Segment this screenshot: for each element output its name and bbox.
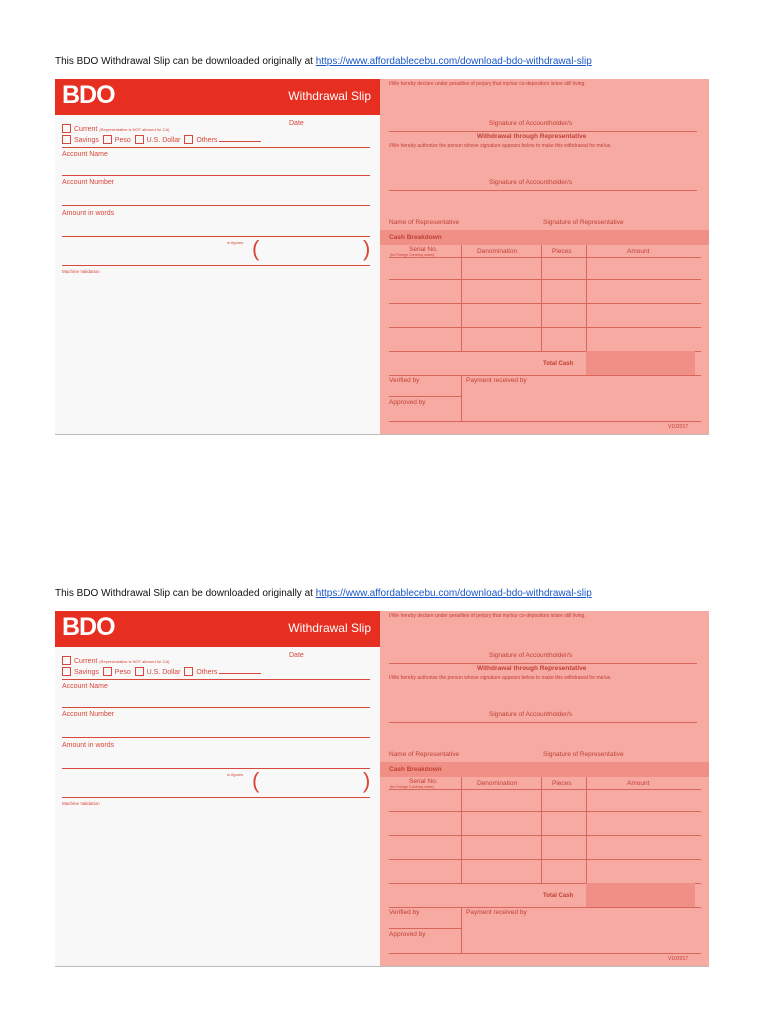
representative-heading: Withdrawal through Representative (477, 133, 587, 140)
savings-label: Savings (74, 669, 99, 676)
savings-checkbox[interactable] (62, 135, 71, 144)
authorize-text: I/We hereby authorize the person whose signature appears below to make this withdrawal for me/us. (389, 143, 612, 149)
col-amount-label: Amount (627, 780, 650, 787)
account-name-label: Account Name (62, 151, 108, 158)
table-header-line (389, 257, 701, 258)
amount-figures-field[interactable] (62, 265, 370, 266)
approved-by-field[interactable] (389, 421, 701, 422)
download-link[interactable]: https://www.affordablecebu.com/download-bdo-withdrawal-slip (315, 588, 592, 599)
in-figures-label: in figures (227, 240, 244, 245)
usd-checkbox[interactable] (135, 667, 144, 676)
table-row-line (389, 279, 701, 280)
table-col-line (586, 777, 587, 883)
figures-close-paren: ) (363, 236, 371, 261)
signature-line-2[interactable] (389, 722, 697, 723)
account-name-field[interactable] (62, 707, 370, 708)
payment-received-by-label: Payment received by (466, 909, 527, 916)
col-serial-label: Serial No. (409, 778, 438, 785)
amount-figures-field[interactable] (62, 797, 370, 798)
total-cash-label: Total Cash (543, 893, 574, 899)
amount-words-label: Amount in words (62, 742, 115, 749)
approved-by-label: Approved by (389, 931, 426, 938)
current-option[interactable] (62, 656, 169, 665)
intro-text: This BDO Withdrawal Slip can be downloaded originally at (55, 56, 313, 67)
others-label: Others (196, 137, 218, 144)
withdrawal-slip-2 (55, 611, 709, 967)
col-denomination-label: Denomination (477, 780, 518, 787)
others-checkbox[interactable] (184, 135, 193, 144)
representative-heading: Withdrawal through Representative (477, 665, 587, 672)
usd-label: U.S. Dollar (146, 137, 181, 144)
version-code: V102017 (668, 956, 689, 962)
peso-checkbox[interactable] (103, 667, 112, 676)
col-pieces-label: Pieces (552, 780, 572, 787)
savings-label: Savings (74, 137, 99, 144)
name-representative-label: Name of Representative (389, 751, 460, 758)
savings-checkbox[interactable] (62, 667, 71, 676)
intro-line (55, 588, 592, 599)
date-label: Date (289, 120, 304, 127)
verified-by-label: Verified by (389, 377, 420, 384)
total-cash-label: Total Cash (543, 361, 574, 367)
total-cash-field[interactable] (586, 351, 695, 375)
current-label: Current (74, 126, 98, 133)
approved-by-field[interactable] (389, 953, 701, 954)
machine-validation-label: Machine Validation (62, 801, 100, 806)
table-header-line (389, 789, 701, 790)
current-note: (Representative is NOT allowed for CA) (99, 659, 170, 664)
divider (389, 375, 701, 376)
declaration-text: I/We hereby declare under penalties of perjury that my/our co-depositors is/are still living. (389, 613, 586, 619)
slip-left-panel (55, 611, 380, 966)
signature-accountholder-2-label: Signature of Accountholder/s (489, 179, 573, 186)
divider (62, 147, 370, 148)
slip-right-panel (380, 79, 709, 434)
signature-line[interactable] (389, 663, 697, 664)
approved-by-label: Approved by (389, 399, 426, 406)
date-label: Date (289, 652, 304, 659)
current-note: (Representative is NOT allowed for CA) (99, 127, 170, 132)
name-representative-label: Name of Representative (389, 219, 460, 226)
divider (461, 907, 462, 953)
signature-line-2[interactable] (389, 190, 697, 191)
table-row-line (389, 811, 701, 812)
intro-line (55, 56, 592, 67)
others-field[interactable] (219, 135, 261, 142)
usd-label: U.S. Dollar (146, 669, 181, 676)
download-link[interactable]: https://www.affordablecebu.com/download-bdo-withdrawal-slip (315, 56, 592, 67)
account-number-field[interactable] (62, 205, 370, 206)
currency-options (62, 135, 261, 144)
table-row-line (389, 303, 701, 304)
verified-by-field[interactable] (389, 396, 461, 397)
peso-label: Peso (114, 137, 131, 144)
account-name-label: Account Name (62, 683, 108, 690)
signature-representative-label: Signature of Representative (543, 219, 624, 226)
verified-by-label: Verified by (389, 909, 420, 916)
in-figures-label: in figures (227, 772, 244, 777)
table-row-line (389, 835, 701, 836)
usd-checkbox[interactable] (135, 135, 144, 144)
others-field[interactable] (219, 667, 261, 674)
figures-close-paren: ) (363, 768, 371, 793)
others-label: Others (196, 669, 218, 676)
others-checkbox[interactable] (184, 667, 193, 676)
signature-accountholder-label: Signature of Accountholder/s (489, 652, 573, 659)
bdo-logo: BDO (62, 613, 115, 641)
current-label: Current (74, 658, 98, 665)
divider (461, 375, 462, 421)
col-serial-note: (for Foreign Currency notes) (390, 253, 434, 257)
signature-accountholder-2-label: Signature of Accountholder/s (489, 711, 573, 718)
cash-breakdown-heading: Cash Breakdown (389, 766, 442, 773)
col-denomination-label: Denomination (477, 248, 518, 255)
figures-open-paren: ( (252, 236, 260, 261)
intro-text: This BDO Withdrawal Slip can be downloaded originally at (55, 588, 313, 599)
current-option[interactable] (62, 124, 169, 133)
table-col-line (541, 777, 542, 883)
total-cash-field[interactable] (586, 883, 695, 907)
table-col-line (461, 245, 462, 351)
table-col-line (541, 245, 542, 351)
peso-checkbox[interactable] (103, 135, 112, 144)
amount-words-field[interactable] (62, 768, 370, 769)
col-serial-note: (for Foreign Currency notes) (390, 785, 434, 789)
cash-breakdown-heading: Cash Breakdown (389, 234, 442, 241)
account-number-label: Account Number (62, 711, 115, 718)
slip-title: Withdrawal Slip (288, 89, 371, 103)
slip-banner (55, 611, 380, 647)
divider (62, 679, 370, 680)
account-name-field[interactable] (62, 175, 370, 176)
col-serial-label: Serial No. (409, 246, 438, 253)
slip-banner (55, 79, 380, 115)
divider (389, 907, 701, 908)
currency-options (62, 667, 261, 676)
table-col-line (586, 245, 587, 351)
signature-line[interactable] (389, 131, 697, 132)
peso-label: Peso (114, 669, 131, 676)
machine-validation-label: Machine Validation (62, 269, 100, 274)
account-number-field[interactable] (62, 737, 370, 738)
table-row-line (389, 327, 701, 328)
account-number-label: Account Number (62, 179, 115, 186)
authorize-text: I/We hereby authorize the person whose signature appears below to make this withdrawal for me/us. (389, 675, 612, 681)
col-pieces-label: Pieces (552, 248, 572, 255)
current-checkbox[interactable] (62, 124, 71, 133)
verified-by-field[interactable] (389, 928, 461, 929)
signature-accountholder-label: Signature of Accountholder/s (489, 120, 573, 127)
withdrawal-slip-1 (55, 79, 709, 435)
slip-title: Withdrawal Slip (288, 621, 371, 635)
amount-words-field[interactable] (62, 236, 370, 237)
declaration-text: I/We hereby declare under penalties of perjury that my/our co-depositors is/are still living. (389, 81, 586, 87)
signature-representative-label: Signature of Representative (543, 751, 624, 758)
table-col-line (461, 777, 462, 883)
bdo-logo: BDO (62, 81, 115, 109)
current-checkbox[interactable] (62, 656, 71, 665)
figures-open-paren: ( (252, 768, 260, 793)
slip-right-panel (380, 611, 709, 966)
col-amount-label: Amount (627, 248, 650, 255)
payment-received-by-label: Payment received by (466, 377, 527, 384)
table-row-line (389, 859, 701, 860)
version-code: V102017 (668, 424, 689, 430)
slip-left-panel (55, 79, 380, 434)
amount-words-label: Amount in words (62, 210, 115, 217)
